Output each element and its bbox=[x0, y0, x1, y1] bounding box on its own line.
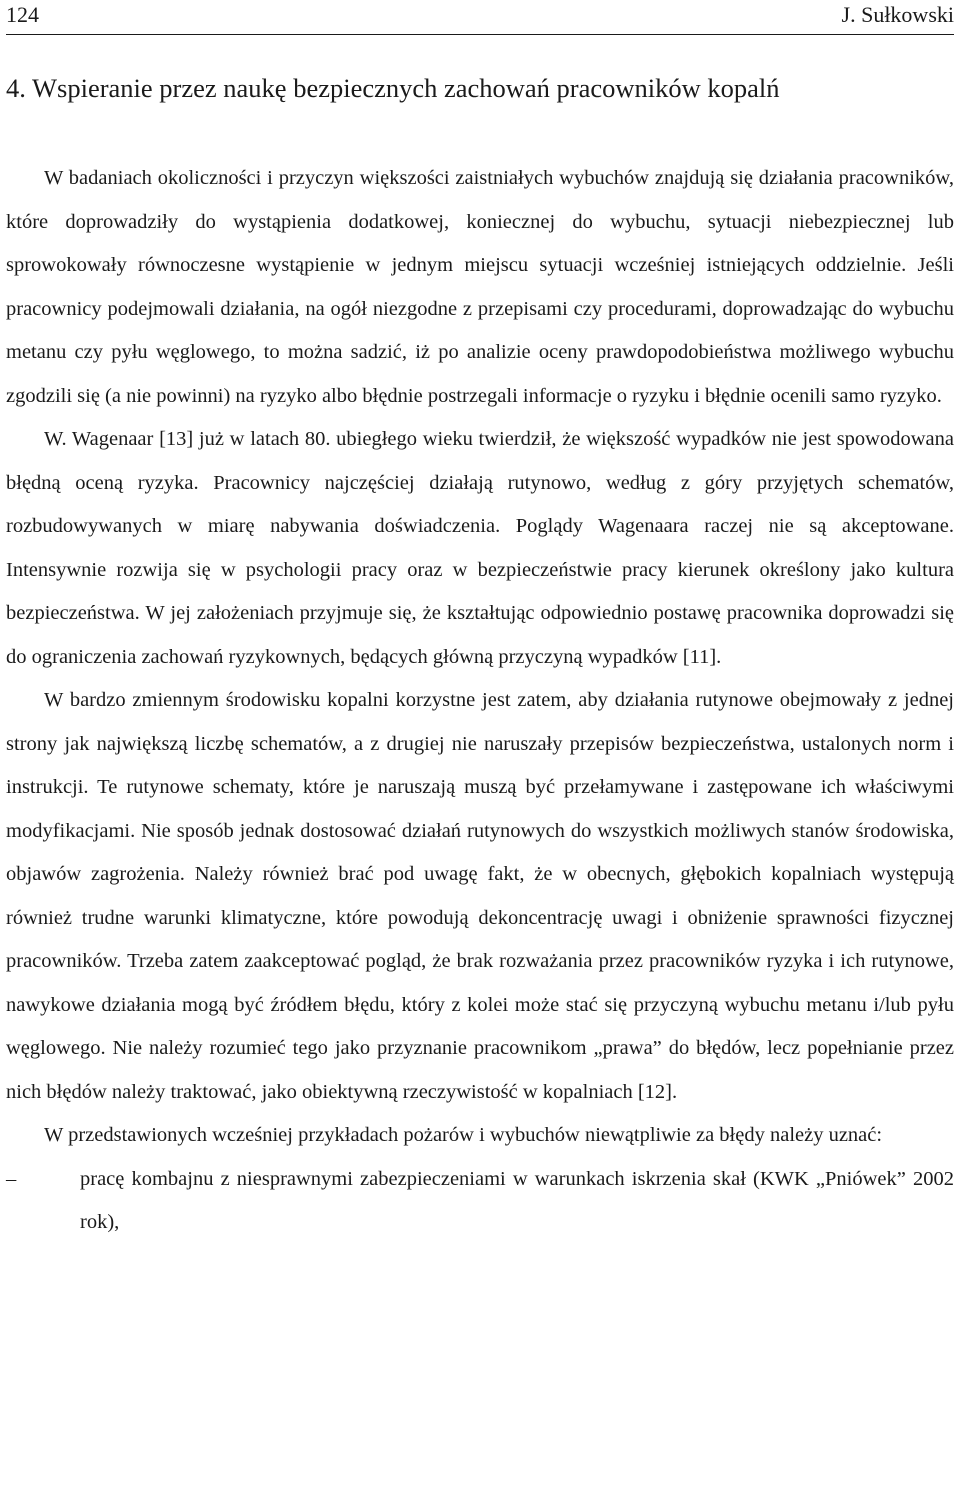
paragraph: W bardzo zmiennym środowisku kopalni korzystne jest zatem, aby działania rutynowe obejmowały z jednej strony jak największą liczbę schematów, a z drugiej nie naruszały przepisów bezpieczeństwa, ustalonych norm i instrukcji. Te rutynowe schematy, które je naruszają muszą być przełamywane i zastępowane ich właściwymi modyfikacjami. Nie sposób jednak dostosować działań rutynowych do wszystkich możliwych stanów środowiska, objawów zagrożenia. Należy również brać pod uwagę fakt, że w obecnych, głębokich kopalniach występują również trudne warunki klimatyczne, które powodują dekoncentrację uwagi i obniżenie sprawności fizycznej pracowników. Trzeba zatem zaakceptować pogląd, że brak rozważania przez pracowników ryzyka i ich rutynowe, nawykowe działania mogą być źródłem błędu, który z kolei może stać się przyczyną wybuchu metanu i/lub pyłu węglowego. Nie należy rozumieć tego jako przyznanie pracownikom „prawa” do błędów, lecz popełnianie przez nich błędów należy traktować, jako obiektywną rzeczywistość w kopalniach [12]. bbox=[6, 689, 954, 1103]
body-text bbox=[6, 157, 954, 1245]
header-divider bbox=[6, 34, 954, 35]
paragraph: W przedstawionych wcześniej przykładach pożarów i wybuchów niewątpliwie za błędy należy uznać: bbox=[44, 1124, 883, 1146]
error-list bbox=[6, 1158, 954, 1245]
paragraph: W badaniach okoliczności i przyczyn większości zaistniałych wybuchów znajdują się działania pracowników, które doprowadziły do wystąpienia dodatkowej, koniecznej do wybuchu, sytuacji niebezpiecznej lub sprowokowały równoczesne wystąpienie w jednym miejscu sytuacji wcześniej istniejących oddzielnie. Jeśli pracownicy podejmowali działania, na ogół niezgodne z przepisami czy procedurami, doprowadzając do wybuchu metanu czy pyłu węglowego, to można sadzić, iż po analizie oceny prawdopodobieństwa możliwego wybuchu zgodzili się (a nie powinni) na ryzyko albo błędnie postrzegali informacje o ryzyku i błędnie ocenili samo ryzyko. bbox=[6, 167, 954, 407]
list-marker: – bbox=[6, 1167, 17, 1190]
section-heading: 4. Wspieranie przez naukę bezpiecznych zachowań pracowników kopalń bbox=[6, 73, 780, 103]
list-item-text: pracę kombajnu z niesprawnymi zabezpieczeniami w warunkach iskrzenia skał (KWK „Pniówek” 2002 rok), bbox=[80, 1167, 954, 1233]
running-header bbox=[6, 0, 954, 30]
page-number: 124 bbox=[6, 2, 39, 27]
list-item bbox=[6, 1158, 954, 1245]
paragraph: W. Wagenaar [13] już w latach 80. ubiegłego wieku twierdził, że większość wypadków nie jest spowodowana błędną oceną ryzyka. Pracownicy najczęściej działają rutynowo, według z góry przyjętych schematów, rozbudowywanych w miarę nabywania doświadczenia. Poglądy Wagenaara raczej nie są akceptowane. Intensywnie rozwija się w psychologii pracy oraz w bezpieczeństwie pracy kierunek określony jako kultura bezpieczeństwa. W jej założeniach przyjmuje się, że kształtując odpowiednio postawę pracownika doprowadzi się do ograniczenia zachowań ryzykownych, będących główną przyczyną wypadków [11]. bbox=[6, 428, 954, 668]
running-header-author: J. Sułkowski bbox=[841, 2, 954, 27]
